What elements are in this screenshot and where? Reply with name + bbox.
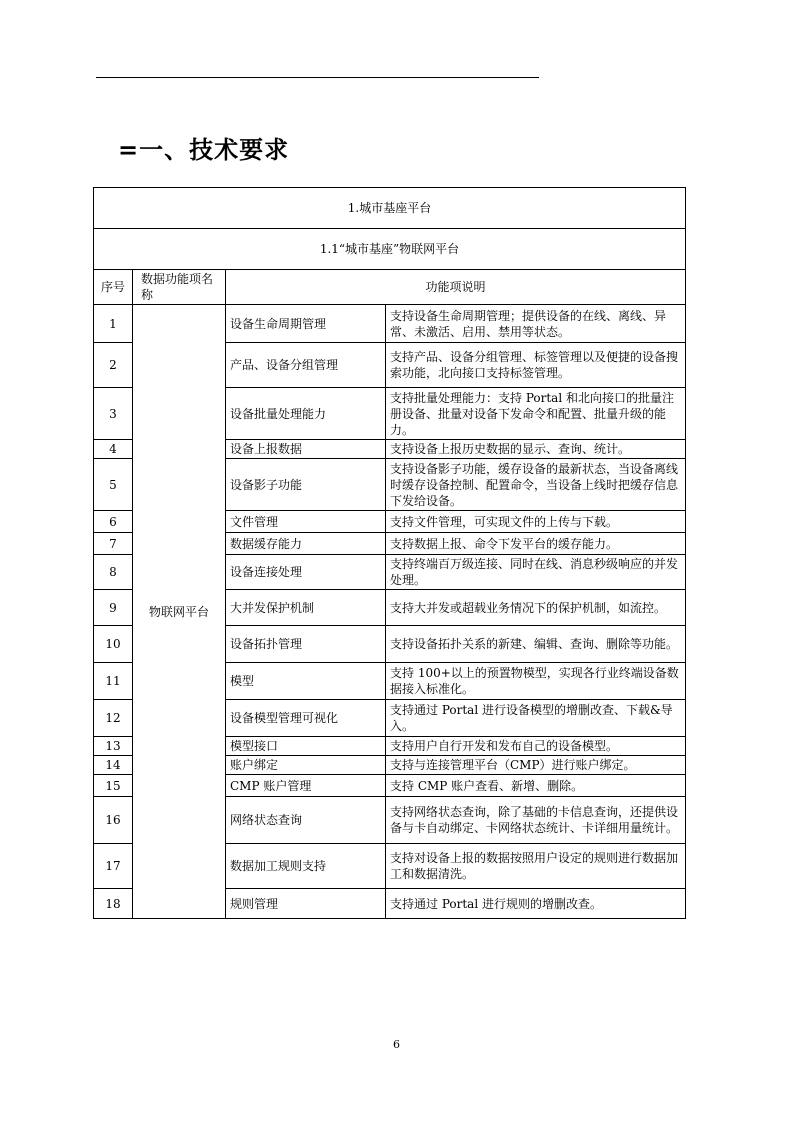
row-index: 16 — [94, 797, 133, 844]
row-index: 13 — [94, 737, 133, 756]
row-index: 17 — [94, 844, 133, 889]
feature-name: 设备生命周期管理 — [226, 305, 386, 343]
feature-description: 支持设备上报历史数据的显示、查询、统计。 — [386, 440, 686, 459]
row-index: 15 — [94, 775, 133, 797]
feature-description: 支持产品、设备分组管理、标签管理以及便捷的设备搜索功能，北向接口支持标签管理。 — [386, 343, 686, 388]
requirements-table — [93, 187, 686, 919]
feature-description: 支持通过 Portal 进行规则的增删改查。 — [386, 889, 686, 919]
feature-description: 支持 100+以上的预置物模型，实现各行业终端设备数据接入标准化。 — [386, 663, 686, 700]
feature-description: 支持设备影子功能，缓存设备的最新状态，当设备离线时缓存设备控制、配置命令，当设备上线时把缓存信息下发给设备。 — [386, 459, 686, 511]
feature-description: 支持与连接管理平台（CMP）进行账户绑定。 — [386, 756, 686, 775]
feature-name: 设备模型管理可视化 — [226, 700, 386, 737]
feature-description: 支持数据上报、命令下发平台的缓存能力。 — [386, 533, 686, 555]
feature-name: 数据缓存能力 — [226, 533, 386, 555]
feature-description: 支持批量处理能力：支持 Portal 和北向接口的批量注册设备、批量对设备下发命令和配置、批量升级的能力。 — [386, 388, 686, 440]
feature-name: 账户绑定 — [226, 756, 386, 775]
header-rule — [96, 77, 539, 78]
feature-name: 模型 — [226, 663, 386, 700]
feature-name: 设备连接处理 — [226, 555, 386, 590]
feature-name: 网络状态查询 — [226, 797, 386, 844]
col-header-index: 序号 — [94, 270, 133, 305]
row-index: 2 — [94, 343, 133, 388]
feature-description: 支持用户自行开发和发布自己的设备模型。 — [386, 737, 686, 756]
feature-name: 设备上报数据 — [226, 440, 386, 459]
row-index: 5 — [94, 459, 133, 511]
feature-description: 支持网络状态查询，除了基础的卡信息查询，还提供设备与卡自动绑定、卡网络状态统计、卡详细用量统计。 — [386, 797, 686, 844]
row-index: 11 — [94, 663, 133, 700]
feature-description: 支持大并发或超载业务情况下的保护机制，如流控。 — [386, 590, 686, 626]
feature-description: 支持终端百万级连接、同时在线、消息秒级响应的并发处理。 — [386, 555, 686, 590]
feature-name: 设备批量处理能力 — [226, 388, 386, 440]
feature-name: 文件管理 — [226, 511, 386, 533]
row-index: 18 — [94, 889, 133, 919]
feature-name: 模型接口 — [226, 737, 386, 756]
col-header-description: 功能项说明 — [226, 270, 686, 305]
table-row — [94, 305, 686, 343]
feature-name: 产品、设备分组管理 — [226, 343, 386, 388]
feature-description: 支持通过 Portal 进行设备模型的增删改查、下载&导入。 — [386, 700, 686, 737]
row-index: 6 — [94, 511, 133, 533]
feature-description: 支持对设备上报的数据按照用户设定的规则进行数据加工和数据清洗。 — [386, 844, 686, 889]
table-title: 1.城市基座平台 — [94, 188, 686, 229]
table-subtitle: 1.1“城市基座”物联网平台 — [94, 229, 686, 270]
row-index: 9 — [94, 590, 133, 626]
feature-name: 大并发保护机制 — [226, 590, 386, 626]
row-index: 4 — [94, 440, 133, 459]
feature-name: CMP 账户管理 — [226, 775, 386, 797]
feature-name: 规则管理 — [226, 889, 386, 919]
section-heading: =一、技术要求 — [118, 136, 290, 164]
row-index: 7 — [94, 533, 133, 555]
feature-description: 支持设备生命周期管理；提供设备的在线、离线、异常、未激活、启用、禁用等状态。 — [386, 305, 686, 343]
row-index: 14 — [94, 756, 133, 775]
feature-description: 支持设备拓扑关系的新建、编辑、查询、删除等功能。 — [386, 626, 686, 663]
feature-name: 数据加工规则支持 — [226, 844, 386, 889]
category-cell: 物联网平台 — [133, 305, 226, 919]
feature-name: 设备拓扑管理 — [226, 626, 386, 663]
row-index: 12 — [94, 700, 133, 737]
feature-name: 设备影子功能 — [226, 459, 386, 511]
col-header-category: 数据功能项名称 — [133, 270, 226, 305]
row-index: 8 — [94, 555, 133, 590]
table-subtitle-row — [94, 229, 686, 270]
column-header-row — [94, 270, 686, 305]
feature-description: 支持 CMP 账户查看、新增、删除。 — [386, 775, 686, 797]
row-index: 10 — [94, 626, 133, 663]
table-title-row — [94, 188, 686, 229]
row-index: 1 — [94, 305, 133, 343]
row-index: 3 — [94, 388, 133, 440]
feature-description: 支持文件管理，可实现文件的上传与下载。 — [386, 511, 686, 533]
page-number: 6 — [393, 1038, 400, 1051]
